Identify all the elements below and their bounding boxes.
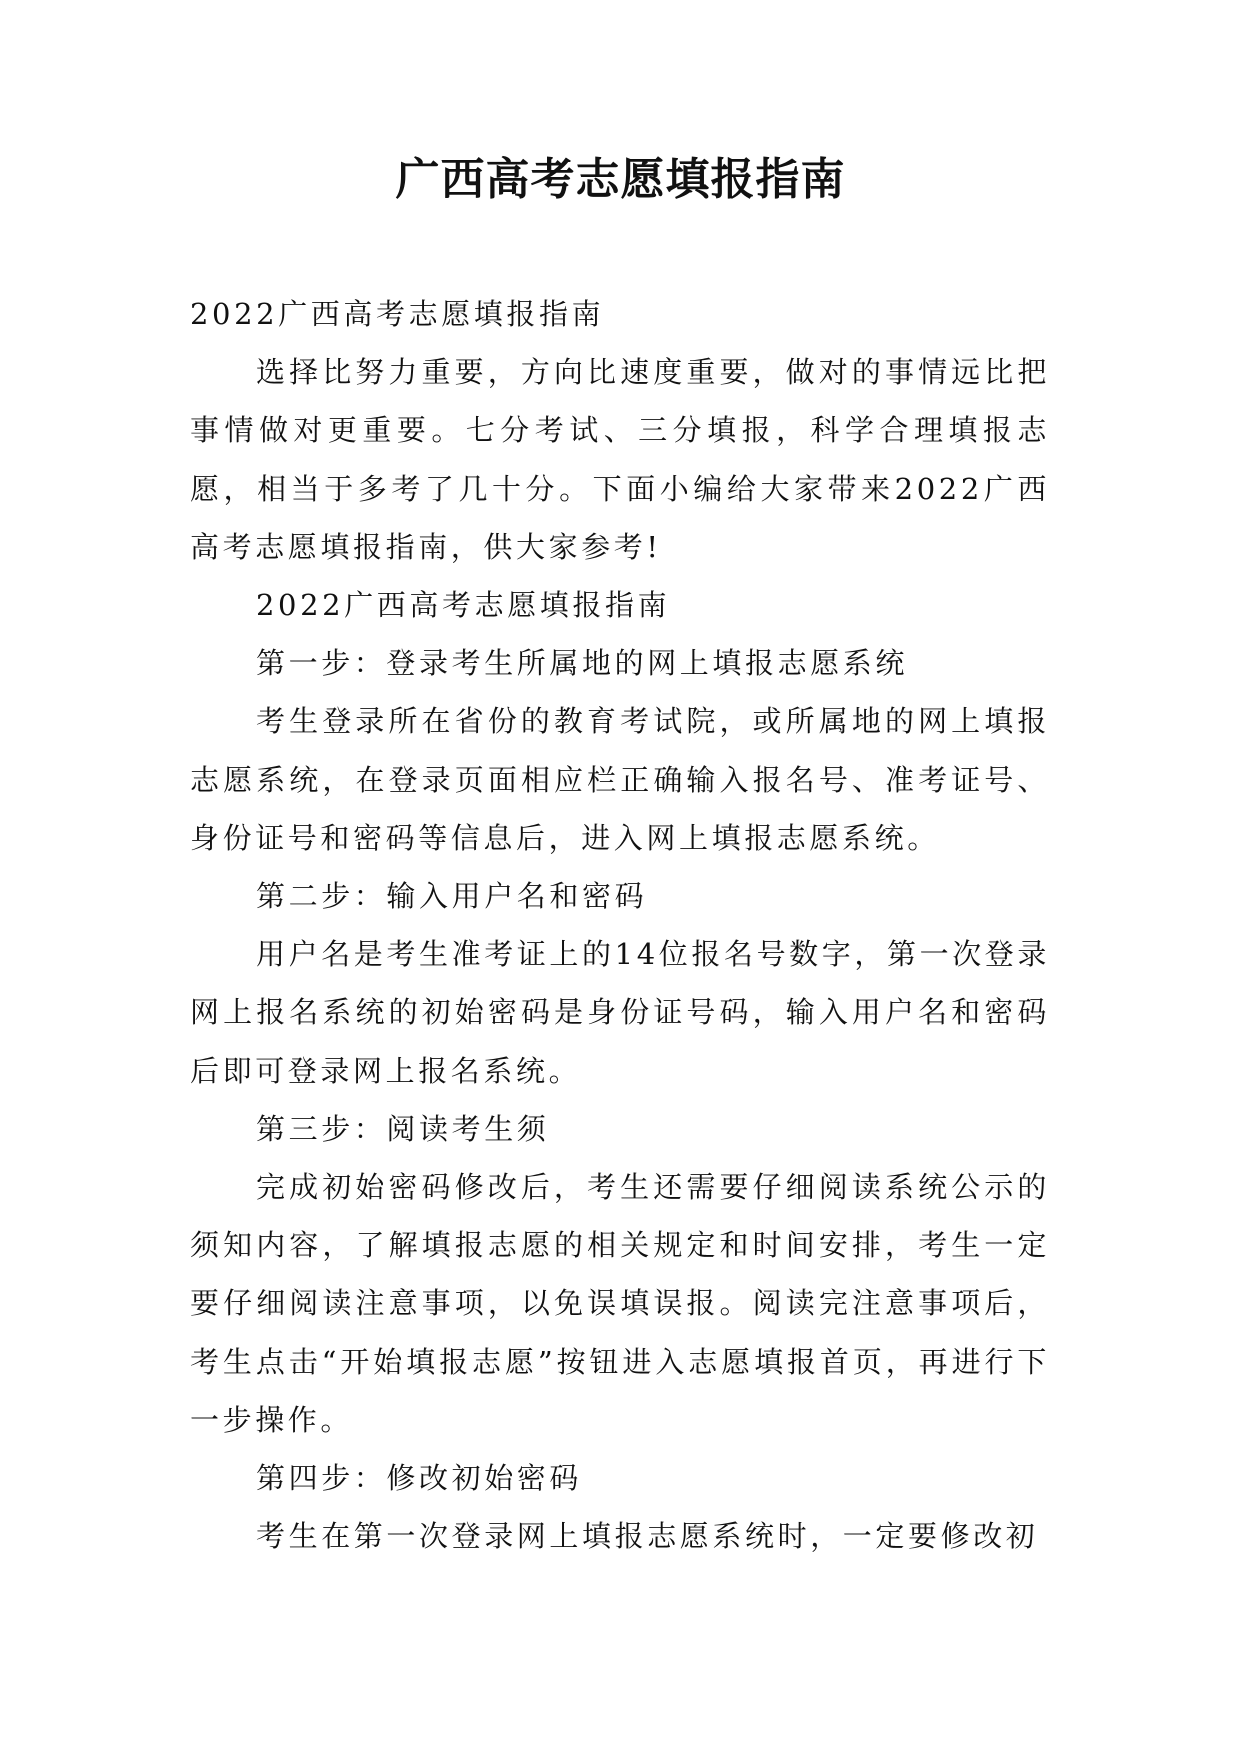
paragraph-step-2-heading: 第二步：输入用户名和密码 — [256, 879, 648, 914]
paragraph-step-1-heading: 第一步：登录考生所属地的网上填报志愿系统 — [256, 646, 909, 681]
paragraph-subtitle: 2022广西高考志愿填报指南 — [190, 297, 605, 331]
paragraph-heading: 2022广西高考志愿填报指南 — [256, 588, 671, 623]
paragraph-step-1-body: 考生登录所在省份的教育考试院，或所属地的网上填报志愿系统，在登录页面相应栏正确输入报名号、准考证号、身份证号和密码等信息后，进入网上填报志愿系统。 — [190, 704, 1050, 855]
paragraph-step-3-body: 完成初始密码修改后，考生还需要仔细阅读系统公示的须知内容，了解填报志愿的相关规定和时间安排，考生一定要仔细阅读注意事项，以免误填误报。阅读完注意事项后，考生点击“开始填报志愿”按钮进入志愿填报首页，再进行下一步操作。 — [190, 1170, 1050, 1437]
document-title: 广西高考志愿填报指南 — [395, 154, 846, 205]
document-body — [190, 285, 1050, 1565]
paragraph-step-3-heading: 第三步：阅读考生须 — [256, 1111, 550, 1146]
paragraph-step-4-heading: 第四步：修改初始密码 — [256, 1461, 583, 1496]
paragraph-step-2-body: 用户名是考生准考证上的14位报名号数字，第一次登录网上报名系统的初始密码是身份证号码，输入用户名和密码后即可登录网上报名系统。 — [190, 937, 1050, 1088]
paragraph-intro: 选择比努力重要，方向比速度重要，做对的事情远比把事情做对更重要。七分考试、三分填报，科学合理填报志愿，相当于多考了几十分。下面小编给大家带来2022广西高考志愿填报指南，供大家参考! — [190, 355, 1050, 564]
paragraph-step-4-body: 考生在第一次登录网上填报志愿系统时，一定要修改初 — [256, 1519, 1039, 1554]
